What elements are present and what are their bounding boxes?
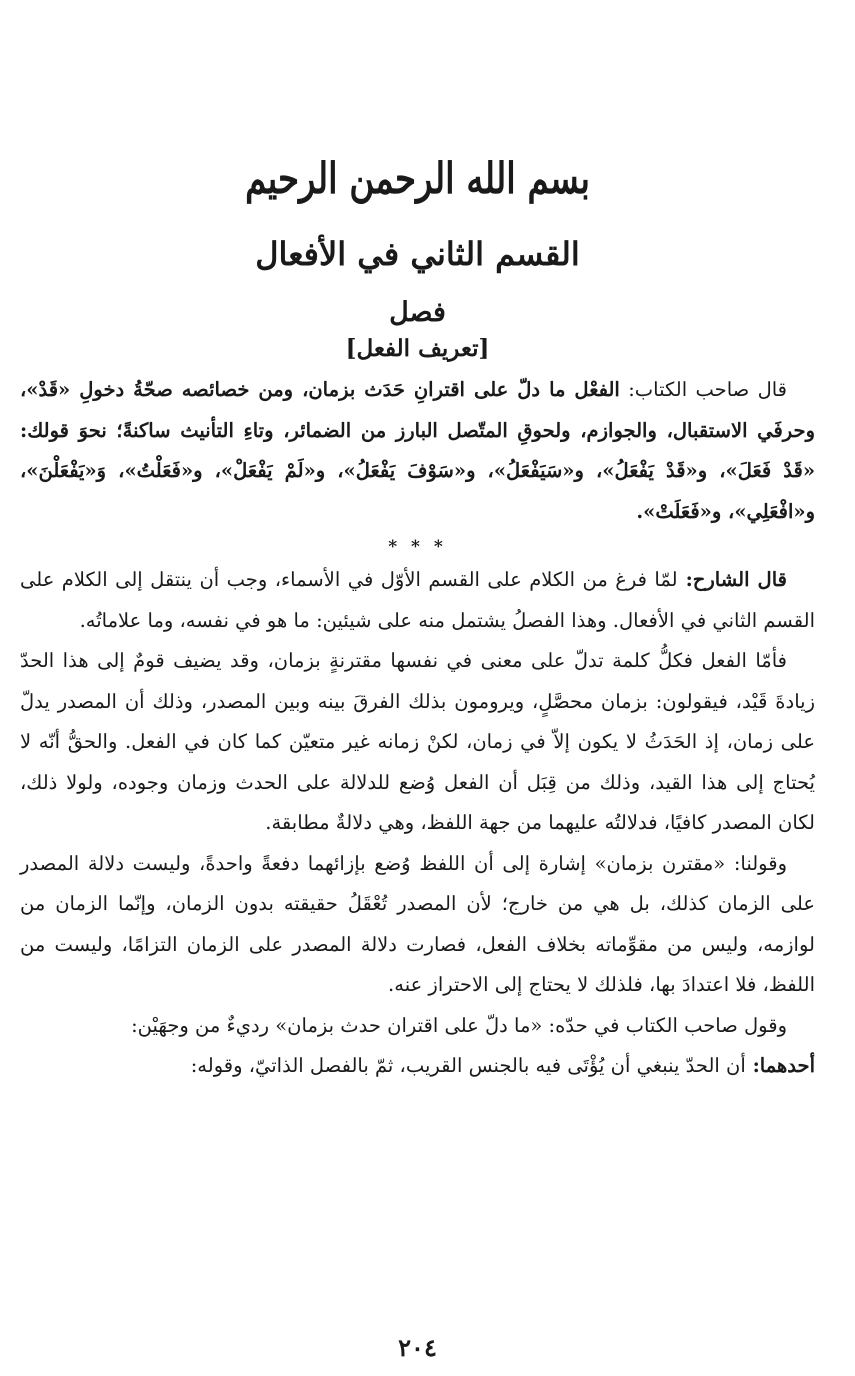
- sharh-text: لمّا فرغ من الكلام على القسم الأوّل في الأسماء، وجب أن ينتقل إلى الكلام على القسم الثاني في الأفعال. وهذا الفصلُ يشتمل منه على شيئين: ما هو في نفسه، وما علاماتُه.: [20, 568, 815, 632]
- sharh-lead: أحدهما:: [745, 1054, 815, 1077]
- sharh-text: أن الحدّ ينبغي أن يُؤْتَى فيه بالجنس القريب، ثمّ بالفصل الذاتيّ، وقوله:: [190, 1054, 746, 1077]
- document-page: [20, 140, 815, 1365]
- matn-text: الفعْل ما دلّ على اقترانِ حَدَث بزمان، ومن خصائصه صحّةُ دخولِ «قَدْ»، وحرفَي الاستقبال، والجوازم، ولحوقِ المتّصل البارز من الضمائر، وتاءِ التأنيث ساكنةً؛ نحوَ قولك: «قَدْ فَعَلَ»، و«قَدْ يَفْعَلُ»، و«سَيَفْعَلُ»، و«سَوْفَ يَفْعَلُ»، و«لَمْ يَفْعَلْ»، و«فَعَلْتُ»، وَ«يَفْعَلْنَ»، و«افْعَلِي»، و«فَعَلَتْ».: [20, 378, 816, 523]
- sharh-paragraph-2: [20, 641, 815, 844]
- sharh-text: وقولنا: «مقترن بزمان» إشارة إلى أن اللفظ وُضع بإزائهما دفعةً واحدةً، وليست دلالة المصدر على الزمان كذلك، بل هي من خارج؛ لأن المصدر تُعْقَلُ حقيقته بدون الزمان، وإنّما الزمان من لوازمه، وليس من مقوِّماته بخلاف الفعل، فصارت دلالة المصدر على الزمان التزامًا، وليست من اللفظ، فلا اعتدادَ بها، فلذلك لا يحتاج إلى الاحتراز عنه.: [20, 851, 815, 996]
- section-title: القسم الثاني في الأفعال: [255, 235, 580, 273]
- sharh-text: فأمّا الفعل فكلُّ كلمة تدلّ على معنى في نفسها مقترنةٍ بزمان، وقد يضيف قومٌ إلى هذا الحدّ زيادةَ قَيْد، فيقولون: بزمان محصَّلٍ، ويرومون بذلك الفرقَ بينه وبين المصدر، وذلك أن المصدر يدلّ على زمان، إذ الحَدَثُ لا يكون إلاّ في زمان، لكنْ زمانه غير متعيّن كما كان في الفعل. والحقُّ أنّه لا يُحتاج إلى هذا القيد، وذلك من قِبَل أن الفعل وُضع للدلالة على الحدث وزمان وجوده، ولولا ذلك، لكان المصدر كافيًا، فدلالتُه عليهما من جهة اللفظ، وهي دلالةٌ مطابقة.: [20, 649, 815, 834]
- sharh-paragraph-4: [20, 1006, 815, 1047]
- sharh-lead: قال الشارح:: [677, 568, 787, 591]
- sharh-text: وقول صاحب الكتاب في حدّه: «ما دلّ على اقتران حدث بزمان» رديءٌ من وجهَيْن:: [131, 1013, 787, 1037]
- chapter-heading: فصل: [389, 297, 446, 328]
- page-number: ٢٠٤: [398, 1333, 437, 1362]
- matn-paragraph: [20, 370, 815, 532]
- sharh-paragraph-1: [20, 560, 815, 641]
- sharh-paragraph-3: [20, 844, 815, 1006]
- sharh-paragraph-5: [20, 1046, 815, 1087]
- matn-intro: قال صاحب الكتاب:: [619, 378, 788, 401]
- basmala-header: [20, 140, 815, 218]
- section-separator: * * *: [388, 537, 447, 557]
- chapter-subtitle: [تعريف الفعل]: [345, 335, 490, 362]
- basmala-calligraphy: بسم الله الرحمن الرحيم: [245, 154, 590, 204]
